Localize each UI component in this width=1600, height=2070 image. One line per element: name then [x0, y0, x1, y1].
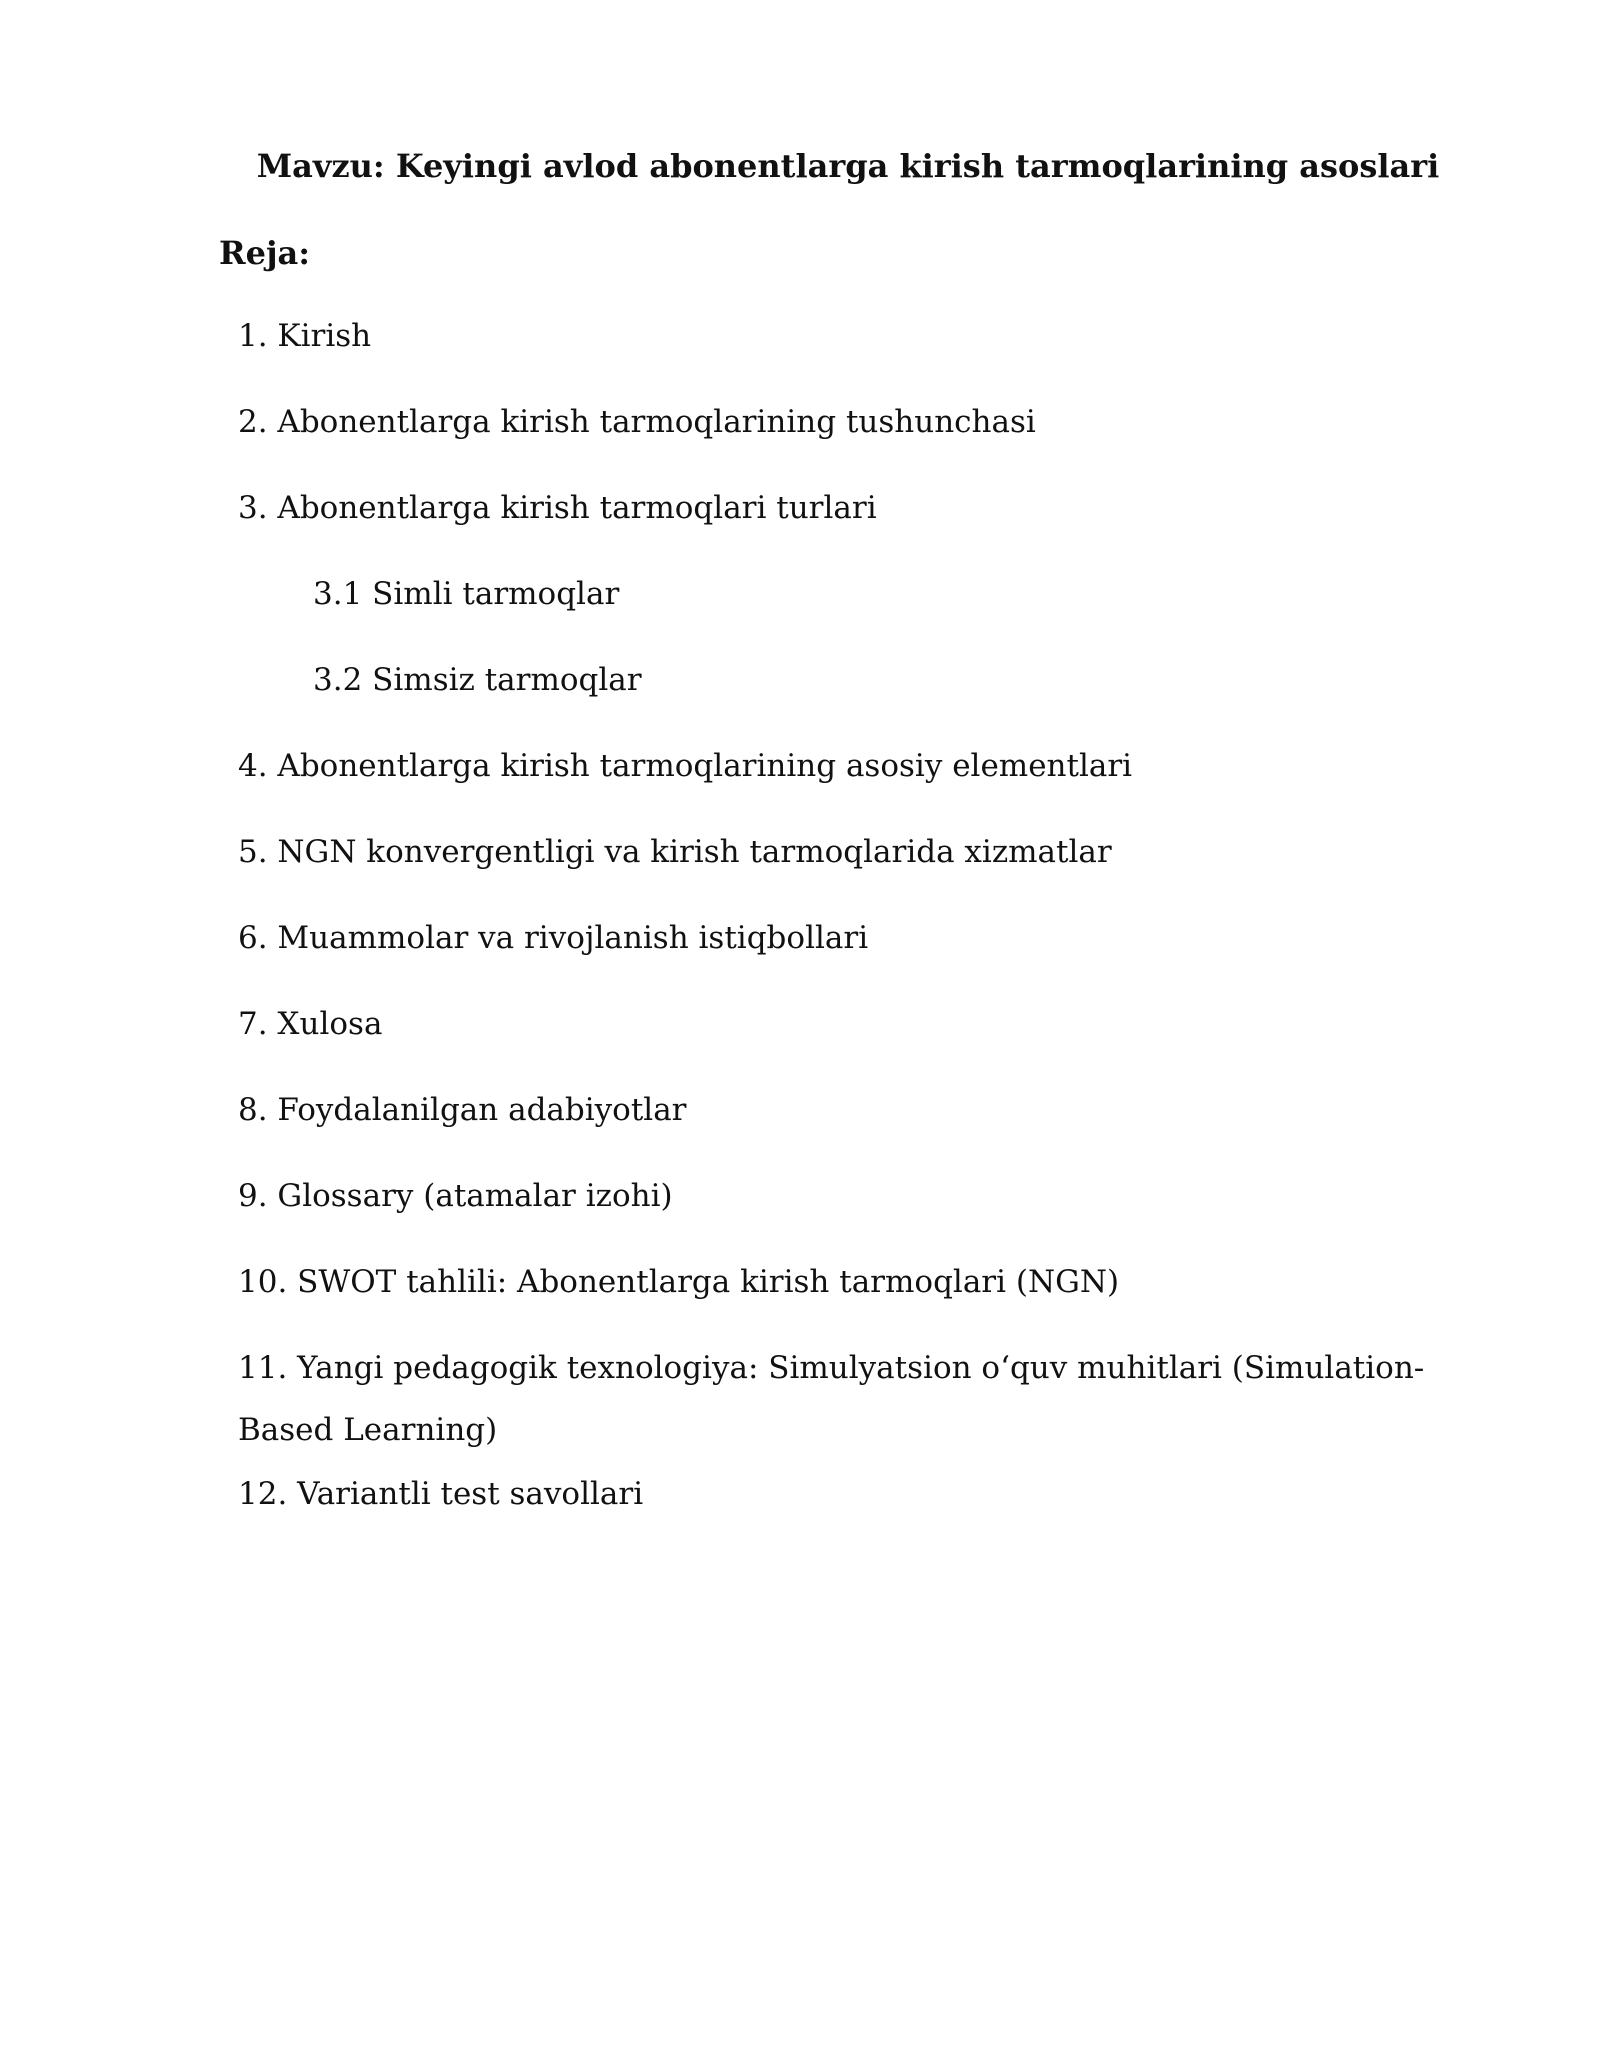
plan-item-11: 11. Yangi pedagogik texnologiya: Simulyatsion o‘quv muhitlari (Simulation-Based Learning): [238, 1350, 1425, 1448]
plan-item-8: 8. Foydalanilgan adabiyotlar: [238, 1092, 687, 1128]
plan-item-1: 1. Kirish: [238, 318, 372, 354]
plan-item-5: 5. NGN konvergentligi va kirish tarmoqlarida xizmatlar: [238, 834, 1112, 870]
document-title: Mavzu: Keyingi avlod abonentlarga kirish tarmoqlarining asoslari: [256, 147, 1440, 185]
plan-item-6: 6. Muammolar va rivojlanish istiqbollari: [238, 920, 869, 956]
plan-item-3: 3. Abonentlarga kirish tarmoqlari turlari: [238, 490, 877, 526]
plan-item-10: 10. SWOT tahlili: Abonentlarga kirish tarmoqlari (NGN): [238, 1264, 1120, 1300]
plan-item-2: 2. Abonentlarga kirish tarmoqlarining tushunchasi: [238, 404, 1036, 440]
plan-subitem-3-1: 3.1 Simli tarmoqlar: [313, 576, 620, 612]
plan-item-7: 7. Xulosa: [238, 1006, 383, 1042]
plan-item-12: 12. Variantli test savollari: [238, 1476, 644, 1512]
plan-subitem-3-2: 3.2 Simsiz tarmoqlar: [313, 662, 642, 698]
plan-heading: Reja:: [219, 234, 311, 272]
plan-item-9: 9. Glossary (atamalar izohi): [238, 1178, 673, 1214]
plan-item-4: 4. Abonentlarga kirish tarmoqlarining asosiy elementlari: [238, 748, 1133, 784]
